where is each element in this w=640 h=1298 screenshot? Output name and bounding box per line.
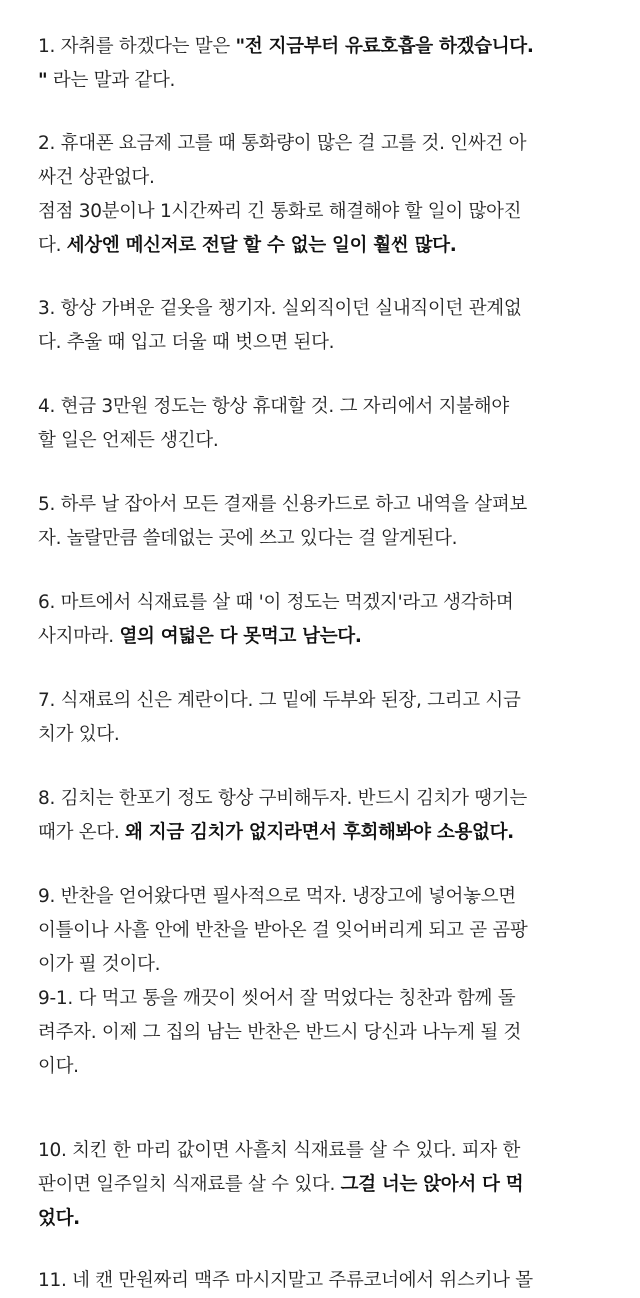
text-line: 3. 항상 가벼운 겉옷을 챙기자. 실외직이던 실내직이던 관계없 [38,298,522,319]
text-line: 할 일은 언제든 생긴다. [38,430,219,451]
text-line: 6. 마트에서 식재료를 살 때 '이 정도는 먹겠지'라고 생각하며 [38,592,514,613]
text-line: 11. 네 캔 만원짜리 맥주 마시지말고 주류코너에서 위스키나 몰 [38,1270,533,1291]
text-line: 판이면 일주일치 식재료를 살 수 있다. 그걸 너는 앉아서 다 먹 [38,1174,524,1195]
text-line: 8. 김치는 한포기 정도 항상 구비해두자. 반드시 김치가 땡기는 [38,788,527,809]
text-line: 점점 30분이나 1시간짜리 긴 통화로 해결해야 할 일이 많아진 [38,201,522,222]
text-line: 4. 현금 3만원 정도는 항상 휴대할 것. 그 자리에서 지불해야 [38,396,509,417]
text-line: 다. 세상엔 메신저로 전달 할 수 없는 일이 훨씬 많다. [38,235,457,256]
text-line: 사지마라. 열의 여덟은 다 못먹고 남는다. [38,626,362,647]
text-line: 9-1. 다 먹고 통을 깨끗이 씻어서 잘 먹었다는 칭찬과 함께 돌 [38,988,516,1009]
text-line: 다. 추울 때 입고 더울 때 벗으면 된다. [38,332,335,353]
text-line: 려주자. 이제 그 집의 남는 반찬은 반드시 당신과 나누게 될 것 [38,1022,522,1043]
text-line: " 라는 말과 같다. [38,70,176,91]
text-line: 10. 치킨 한 마리 값이면 사흘치 식재료를 살 수 있다. 피자 한 [38,1140,521,1161]
text-line: 때가 온다. 왜 지금 김치가 없지라면서 후회해봐야 소용없다. [38,822,514,843]
text-line: 1. 자취를 하겠다는 말은 "전 지금부터 유료호흡을 하겠습니다. [38,36,534,57]
text-line: 이가 필 것이다. [38,954,161,975]
text-line: 5. 하루 날 잡아서 모든 결재를 신용카드로 하고 내역을 살펴보 [38,494,527,515]
text-line: 이다. [38,1056,79,1077]
text-line: 이틀이나 사흘 안에 반찬을 받아온 걸 잊어버리게 되고 곧 곰팡 [38,920,528,941]
text-line: 9. 반찬을 얻어왔다면 필사적으로 먹자. 냉장고에 넣어놓으면 [38,886,516,907]
text-line: 었다. [38,1208,80,1229]
text-line: 7. 식재료의 신은 계란이다. 그 밑에 두부와 된장, 그리고 시금 [38,690,521,711]
text-line: 싸건 상관없다. [38,167,155,188]
text-line: 2. 휴대폰 요금제 고를 때 통화량이 많은 걸 고를 것. 인싸건 아 [38,133,527,154]
text-line: 자. 놀랄만큼 쓸데없는 곳에 쓰고 있다는 걸 알게된다. [38,528,458,549]
text-line: 치가 있다. [38,724,120,745]
